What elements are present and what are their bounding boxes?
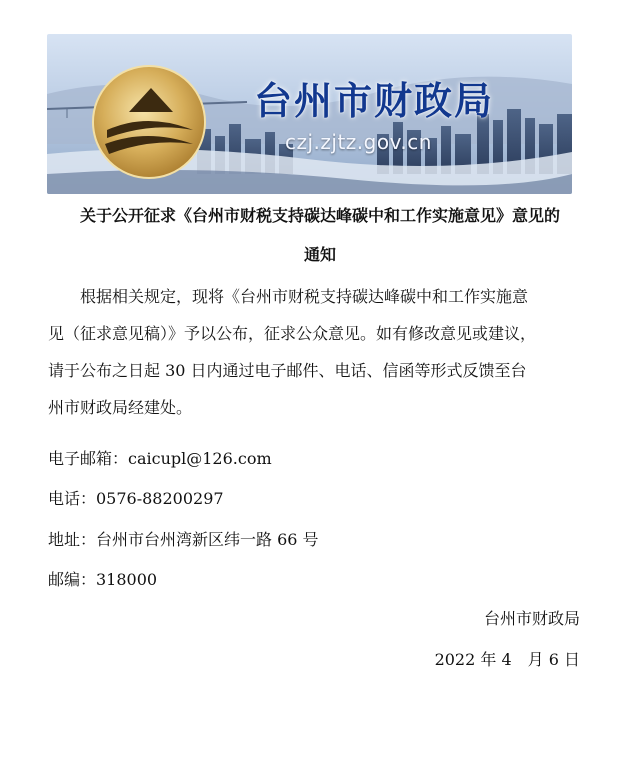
contact-address: 地址：台州市台州湾新区纬一路 66 号 xyxy=(48,530,319,549)
banner-url[interactable]: czj.zjtz.gov.cn xyxy=(285,130,432,154)
contact-phone: 电话：0576-88200297 xyxy=(48,489,224,508)
body-line: 见（征求意见稿）》予以公布，征求公众意见。如有修改意见或建议， xyxy=(48,324,537,343)
contact-email: 电子邮箱：caicupl@126.com xyxy=(48,449,272,468)
contact-postcode: 邮编：318000 xyxy=(48,570,158,589)
body-line: 根据相关规定，现将《台州市财税支持碳达峰碳中和工作实施意 xyxy=(80,287,529,306)
signature: 台州市财政局 xyxy=(483,609,580,628)
notice-title-continued: 通知 xyxy=(303,245,336,264)
banner-title: 台州市财政局 xyxy=(254,79,495,123)
body-line: 请于公布之日起 30 日内通过电子邮件、电话、信函等形式反馈至台 xyxy=(48,361,527,380)
notice-body xyxy=(48,278,588,426)
header-banner xyxy=(47,34,572,194)
body-line: 州市财政局经建处。 xyxy=(48,398,193,417)
notice-date: 2022 年 4 月 6 日 xyxy=(434,650,580,669)
notice-title: 关于公开征求《台州市财税支持碳达峰碳中和工作实施意见》意见的 xyxy=(79,206,560,225)
emblem-icon xyxy=(93,66,205,178)
